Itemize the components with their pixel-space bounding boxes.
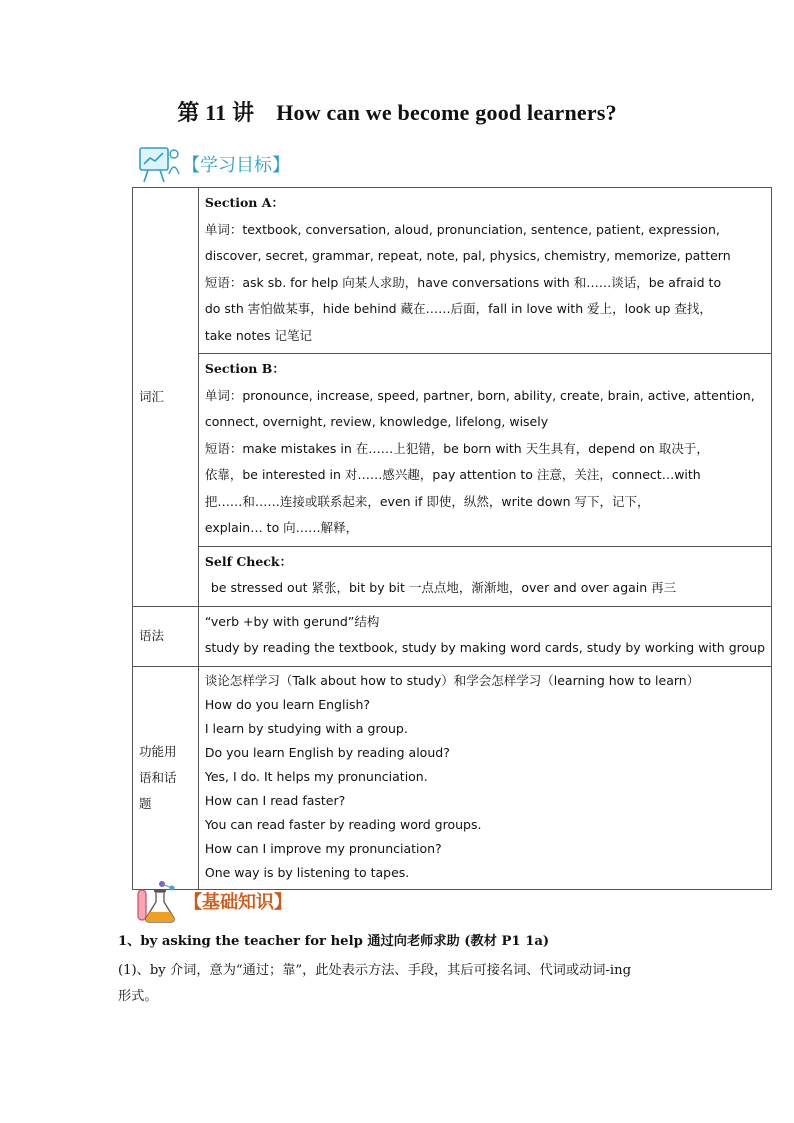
function-line: How can I improve my pronunciation? — [204, 840, 442, 856]
item-1-heading: 1、by asking the teacher for help 通过向老师求助 (教材 P1 1a) — [118, 934, 550, 949]
function-line: Do you learn English by reading aloud? — [204, 744, 450, 760]
function-line: Yes, I do. It helps my pronunciation. — [204, 768, 428, 784]
basic-knowledge-heading — [132, 878, 292, 924]
function-line: How do you learn English? — [204, 696, 371, 712]
function-label-line: 题 — [139, 795, 152, 811]
grammar-label: 语法 — [139, 628, 165, 643]
section-b-line: 依靠，be interested in 对……感兴趣，pay attention to 注意，关注，connect…with — [204, 467, 701, 482]
vocab-category-cell — [133, 188, 199, 607]
function-line: 谈论怎样学习（Talk about how to study）和学会怎样学习（learning how to learn） — [204, 672, 700, 688]
section-b-line: 短语：make mistakes in 在……上犯错，be born with 天生具有，depend on 取决于， — [204, 440, 709, 456]
item-1-line: 形式。 — [118, 989, 158, 1004]
grammar-line: “verb +by with gerund”结构 — [204, 613, 380, 629]
lab-flask-icon — [132, 878, 182, 924]
grammar-line: study by reading the textbook, study by making word cards, study by working with group — [204, 640, 765, 655]
item-1-paragraph — [118, 958, 718, 1010]
function-line: How can I read faster? — [204, 792, 346, 808]
table-row-function — [133, 666, 772, 889]
section-a-line: do sth 害怕做某事，hide behind 藏在……后面，fall in love with 爱上，look up 查找， — [204, 301, 712, 316]
basic-knowledge-label: 【基础知识】 — [184, 892, 292, 913]
table-row-section-a — [133, 188, 772, 354]
section-a-line: 短语：ask sb. for help 向某人求助，have conversations with 和……谈话，be afraid to — [204, 274, 722, 290]
page-title — [0, 96, 794, 127]
function-label-line: 功能用 — [139, 743, 177, 759]
section-a-cell — [198, 188, 771, 354]
self-check-cell — [198, 546, 771, 606]
learning-goals-label: 【学习目标】 — [182, 155, 290, 176]
function-line: One way is by listening to tapes. — [204, 864, 410, 880]
section-b-line: explain… to 向……解释， — [204, 520, 359, 535]
section-b-line: connect, overnight, review, knowledge, lifelong, wisely — [204, 414, 549, 429]
grammar-category-cell — [133, 606, 199, 666]
section-b-line: 把……和……连接或联系起来，even if 即使，纵然，write down 写下，记下， — [204, 493, 650, 509]
objectives-table — [132, 187, 772, 890]
section-a-line: take notes 记笔记 — [204, 327, 313, 343]
function-line: You can read faster by reading word groups. — [204, 816, 482, 832]
function-label-line: 语和话 — [139, 769, 177, 785]
table-row-grammar — [133, 606, 772, 666]
learning-goals-heading — [136, 144, 290, 184]
item-1-line: (1)、by 介词，意为“通过；靠”，此处表示方法、手段，其后可接名词、代词或动词-ing — [118, 963, 632, 978]
self-check-heading: Self Check： — [204, 553, 293, 569]
section-b-line: 单词：pronounce, increase, speed, partner, born, ability, create, brain, active, attention, — [204, 387, 755, 403]
table-row-section-b — [133, 354, 772, 547]
table-row-self-check — [133, 546, 772, 606]
function-line: I learn by studying with a group. — [204, 720, 408, 736]
self-check-line: be stressed out 紧张，bit by bit 一点点地，渐渐地，over and over again 再三 — [210, 580, 677, 595]
section-b-cell — [198, 354, 771, 547]
section-a-heading: Section A： — [204, 195, 284, 210]
vocab-label: 词汇 — [139, 388, 165, 404]
grammar-cell — [198, 606, 771, 666]
section-b-heading: Section B： — [204, 361, 285, 376]
presentation-board-icon — [136, 144, 180, 184]
lesson-number: 第 11 讲 — [177, 100, 255, 125]
function-cell — [198, 666, 771, 889]
lesson-topic: How can we become good learners? — [276, 100, 617, 125]
section-a-line: 单词：textbook, conversation, aloud, pronunciation, sentence, patient, expression, — [204, 221, 720, 237]
function-category-cell — [133, 666, 199, 889]
section-a-line: discover, secret, grammar, repeat, note, pal, physics, chemistry, memorize, pattern — [204, 248, 731, 263]
